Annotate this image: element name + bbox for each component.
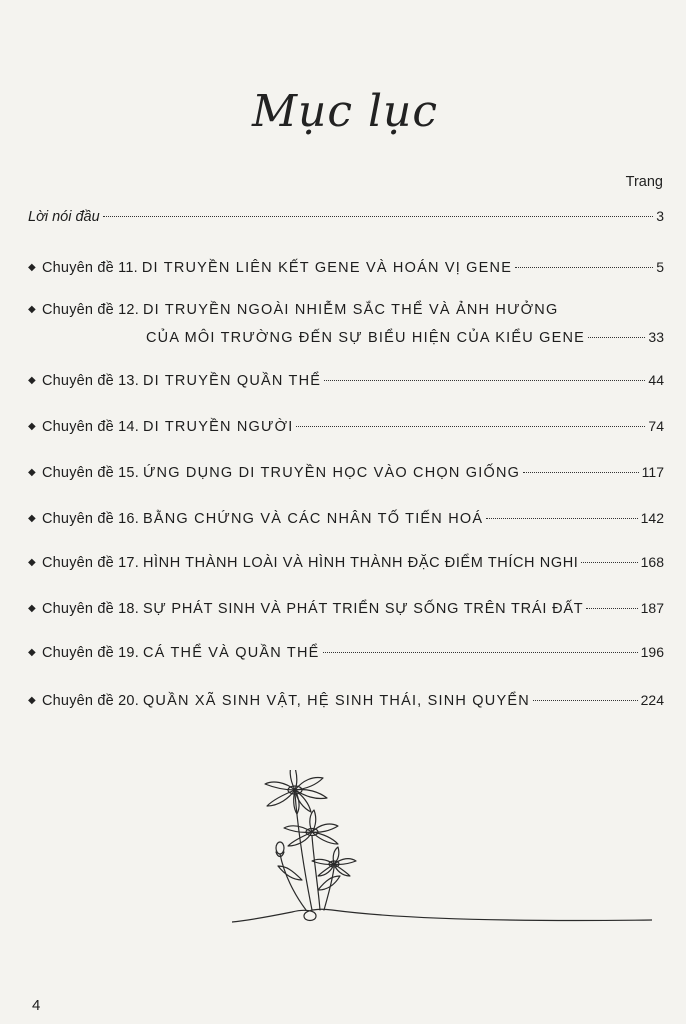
diamond-bullet-icon: ◆ bbox=[28, 603, 36, 614]
toc-chapter-number: Chuyên đề 12. bbox=[42, 302, 139, 318]
dot-leader bbox=[323, 652, 638, 653]
flower-illustration bbox=[232, 770, 652, 950]
toc-entry-label: Lời nói đầu bbox=[28, 209, 100, 225]
diamond-bullet-icon: ◆ bbox=[28, 695, 36, 706]
toc-entry-intro[interactable] bbox=[28, 206, 664, 227]
dot-leader bbox=[296, 426, 645, 427]
toc-entry-chapter-11[interactable] bbox=[28, 257, 664, 280]
toc-entry-page: 168 bbox=[640, 554, 664, 570]
diamond-bullet-icon: ◆ bbox=[28, 647, 36, 658]
toc-chapter-title: DI TRUYỀN NGƯỜI bbox=[142, 419, 294, 435]
page-column-label: Trang bbox=[625, 174, 663, 190]
toc-chapter-title: HÌNH THÀNH LOÀI VÀ HÌNH THÀNH ĐẶC ĐIỂM THÍCH NGHI bbox=[142, 555, 579, 571]
toc-entry-page: 117 bbox=[641, 464, 664, 480]
toc-chapter-number: Chuyên đề 18. bbox=[42, 601, 139, 617]
diamond-bullet-icon: ◆ bbox=[28, 304, 36, 315]
toc-chapter-number: Chuyên đề 15. bbox=[42, 465, 139, 481]
dot-leader bbox=[586, 608, 637, 609]
diamond-bullet-icon: ◆ bbox=[28, 421, 36, 432]
toc-chapter-number: Chuyên đề 16. bbox=[42, 511, 139, 527]
toc-entry-page: 33 bbox=[648, 329, 664, 345]
dot-leader bbox=[533, 700, 638, 701]
dot-leader bbox=[515, 267, 653, 268]
dot-leader bbox=[324, 380, 645, 381]
toc-entry-page: 3 bbox=[656, 208, 664, 224]
toc-chapter-number: Chuyên đề 19. bbox=[42, 645, 139, 661]
dot-leader bbox=[103, 216, 654, 217]
toc-chapter-title: DI TRUYỀN NGOÀI NHIỄM SẮC THỂ VÀ ẢNH HƯỞNG bbox=[142, 302, 559, 318]
diamond-bullet-icon: ◆ bbox=[28, 467, 36, 478]
page-title: Mục lục bbox=[251, 86, 439, 137]
diamond-bullet-icon: ◆ bbox=[28, 375, 36, 386]
diamond-bullet-icon: ◆ bbox=[28, 262, 36, 273]
toc-chapter-number: Chuyên đề 20. bbox=[42, 693, 139, 709]
toc-chapter-number: Chuyên đề 13. bbox=[42, 373, 139, 389]
diamond-bullet-icon: ◆ bbox=[28, 513, 36, 524]
diamond-bullet-icon: ◆ bbox=[28, 557, 36, 568]
toc-entry-page: 196 bbox=[640, 644, 664, 660]
page-number: 4 bbox=[32, 997, 41, 1014]
toc-entry-page: 187 bbox=[640, 600, 664, 616]
toc-entry-chapter-13[interactable] bbox=[28, 370, 664, 393]
dot-leader bbox=[588, 337, 645, 338]
toc-entry-page: 44 bbox=[648, 372, 664, 388]
flower-bud bbox=[276, 842, 284, 854]
dot-leader bbox=[486, 518, 637, 519]
toc-entry-chapter-19[interactable] bbox=[28, 642, 664, 665]
toc-entry-chapter-14[interactable] bbox=[28, 416, 664, 439]
toc-entry-chapter-15[interactable] bbox=[28, 462, 664, 485]
toc-entry-page: 224 bbox=[640, 692, 664, 708]
toc-chapter-title: DI TRUYỀN QUẦN THỂ bbox=[142, 373, 322, 389]
dot-leader bbox=[581, 562, 637, 563]
toc-chapter-number: Chuyên đề 14. bbox=[42, 419, 139, 435]
toc-chapter-title: DI TRUYỀN LIÊN KẾT GENE VÀ HOÁN VỊ GENE bbox=[141, 260, 513, 276]
flower-middle bbox=[284, 810, 338, 846]
toc-chapter-title: QUẦN XÃ SINH VẬT, HỆ SINH THÁI, SINH QUYỂN bbox=[142, 693, 530, 709]
dot-leader bbox=[523, 472, 639, 473]
toc-entry-chapter-20[interactable] bbox=[28, 690, 664, 713]
toc-entry-chapter-18[interactable] bbox=[28, 598, 664, 621]
toc-entry-page: 142 bbox=[640, 510, 664, 526]
toc-entry-chapter-17[interactable] bbox=[28, 552, 664, 575]
toc-entry-page: 5 bbox=[656, 259, 664, 275]
toc-chapter-title: BẰNG CHỨNG VÀ CÁC NHÂN TỐ TIẾN HOÁ bbox=[142, 511, 484, 527]
toc-chapter-title: SỰ PHÁT SINH VÀ PHÁT TRIỂN SỰ SỐNG TRÊN TRÁI ĐẤT bbox=[142, 601, 584, 617]
toc-chapter-title-continued: CỦA MÔI TRƯỜNG ĐẾN SỰ BIỂU HIỆN CỦA KIỂU GENE bbox=[146, 330, 585, 346]
toc-chapter-number: Chuyên đề 17. bbox=[42, 555, 139, 571]
toc-entry-chapter-16[interactable] bbox=[28, 508, 664, 531]
toc-chapter-number: Chuyên đề 11. bbox=[42, 260, 138, 276]
toc-entry-chapter-12[interactable] bbox=[28, 300, 664, 348]
toc-entry-page: 74 bbox=[648, 418, 664, 434]
toc-chapter-title: CÁ THỂ VÀ QUẦN THỂ bbox=[142, 645, 320, 661]
toc-chapter-title: ỨNG DỤNG DI TRUYỀN HỌC VÀO CHỌN GIỐNG bbox=[142, 465, 521, 481]
